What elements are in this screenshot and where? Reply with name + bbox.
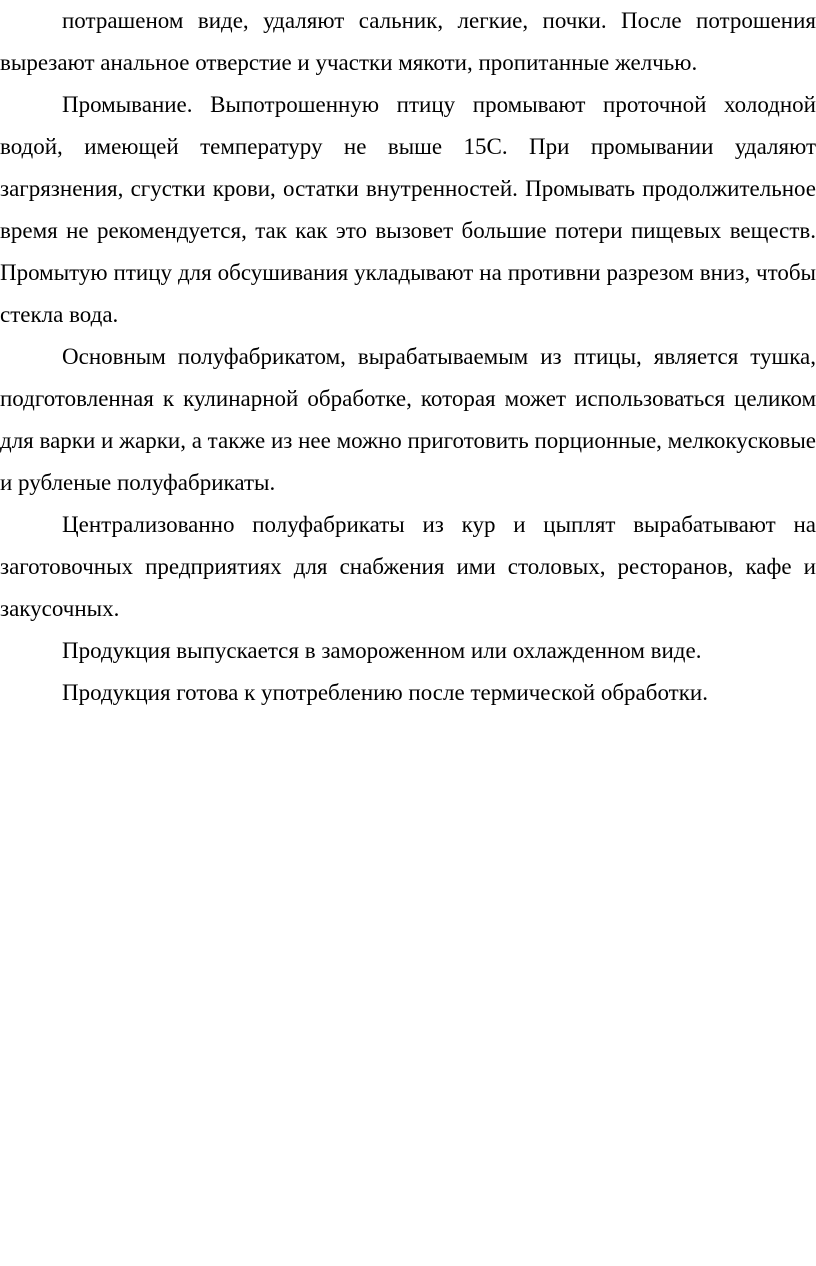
paragraph-gutting-continuation: потрашеном виде, удаляют сальник, легкие, почки. После потрошения вырезают анальное отверстие и участки мякоти, пропитанные желчью. [0,8,816,75]
paragraph-main-semi-product: Основным полуфабрикатом, вырабатываемым из птицы, является тушка, подготовленная к кулинарной обработке, которая может использоваться целиком для варки и жарки, а также из нее можно приготовить порционные, мелкокусковые и рубленые полуфабрикаты. [0,344,816,495]
paragraph-washing: Промывание. Выпотрошенную птицу промывают проточной холодной водой, имеющей температуру не выше 15С. При промывании удаляют загрязнения, сгустки крови, остатки внутренностей. Промывать продолжительное время не рекомендуется, так как это вызовет большие потери пищевых веществ. Промытую птицу для обсушивания укладывают на противни разрезом вниз, чтобы стекла вода. [0,92,816,327]
paragraph-centralized-production: Централизованно полуфабрикаты из кур и цыплят вырабатывают на заготовочных предприятиях для снабжения ими столовых, ресторанов, кафе и закусочных. [0,512,816,621]
paragraph-frozen-chilled: Продукция выпускается в замороженном или охлажденном виде. [62,638,702,663]
paragraph-ready-after-cooking: Продукция готова к употреблению после термической обработки. [62,680,708,705]
